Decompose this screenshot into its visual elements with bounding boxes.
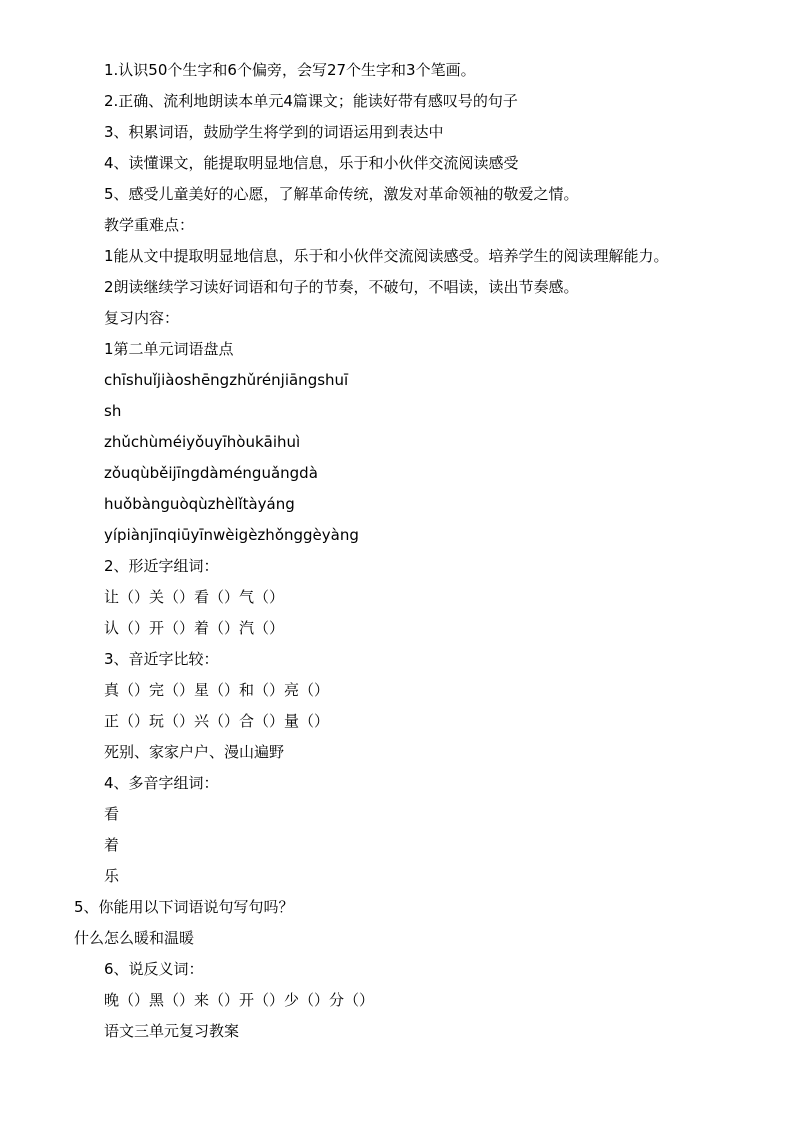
section5-words: 什么怎么暖和温暖 bbox=[74, 929, 195, 947]
polyphone-char-2: 着 bbox=[104, 836, 120, 854]
section2-row-1: 让（）关（）看（）气（） bbox=[104, 588, 285, 606]
pinyin-line-2: sh bbox=[104, 402, 122, 420]
section6-title: 6、说反义词： bbox=[104, 960, 204, 978]
section4-title: 4、多音字组词： bbox=[104, 774, 219, 792]
pinyin-line-5: huǒbànguòqùzhèlǐtàyáng bbox=[104, 495, 295, 513]
polyphone-char-1: 看 bbox=[104, 805, 120, 823]
section6-row: 晚（）黑（）来（）开（）少（）分（） bbox=[104, 991, 375, 1009]
section5-title: 5、你能用以下词语说句写句吗？ bbox=[74, 898, 294, 916]
section1-title: 1第二单元词语盘点 bbox=[104, 340, 234, 358]
review-heading: 复习内容： bbox=[104, 309, 180, 327]
goal-5: 5、感受儿童美好的心愿，了解革命传统，激发对革命领袖的敬爱之情。 bbox=[104, 185, 579, 203]
section3-extra: 死别、家家户户、漫山遍野 bbox=[104, 743, 285, 761]
section2-row-2: 认（）开（）着（）汽（） bbox=[104, 619, 285, 637]
pinyin-line-6: yípiànjīnqiūyīnwèigèzhǒnggèyàng bbox=[104, 526, 359, 544]
goal-4: 4、读懂课文，能提取明显地信息，乐于和小伙伴交流阅读感受 bbox=[104, 154, 519, 172]
goal-3: 3、积累词语，鼓励学生将学到的词语运用到表达中 bbox=[104, 123, 444, 141]
pinyin-line-3: zhǔchùméiyǒuyīhòukāihuì bbox=[104, 433, 301, 451]
polyphone-char-3: 乐 bbox=[104, 867, 120, 885]
section2-title: 2、形近字组词： bbox=[104, 557, 219, 575]
section3-title: 3、音近字比较： bbox=[104, 650, 219, 668]
goal-1: 1.认识50个生字和6个偏旁，会写27个生字和3个笔画。 bbox=[104, 61, 476, 79]
goal-2: 2.正确、流利地朗读本单元4篇课文；能读好带有感叹号的句子 bbox=[104, 92, 518, 110]
section3-row-2: 正（）玩（）兴（）合（）量（） bbox=[104, 712, 330, 730]
pinyin-line-1: chīshuǐjiàoshēngzhǔrénjiāngshuī bbox=[104, 371, 349, 389]
document-footer: 语文三单元复习教案 bbox=[104, 1022, 240, 1040]
key-point-2: 2朗读继续学习读好词语和句子的节奏，不破句，不唱读，读出节奏感。 bbox=[104, 278, 579, 296]
key-points-heading: 教学重难点： bbox=[104, 216, 195, 234]
section3-row-1: 真（）完（）星（）和（）亮（） bbox=[104, 681, 330, 699]
pinyin-line-4: zǒuqùběijīngdàménguǎngdà bbox=[104, 464, 318, 482]
key-point-1: 1能从文中提取明显地信息，乐于和小伙伴交流阅读感受。培养学生的阅读理解能力。 bbox=[104, 247, 669, 265]
